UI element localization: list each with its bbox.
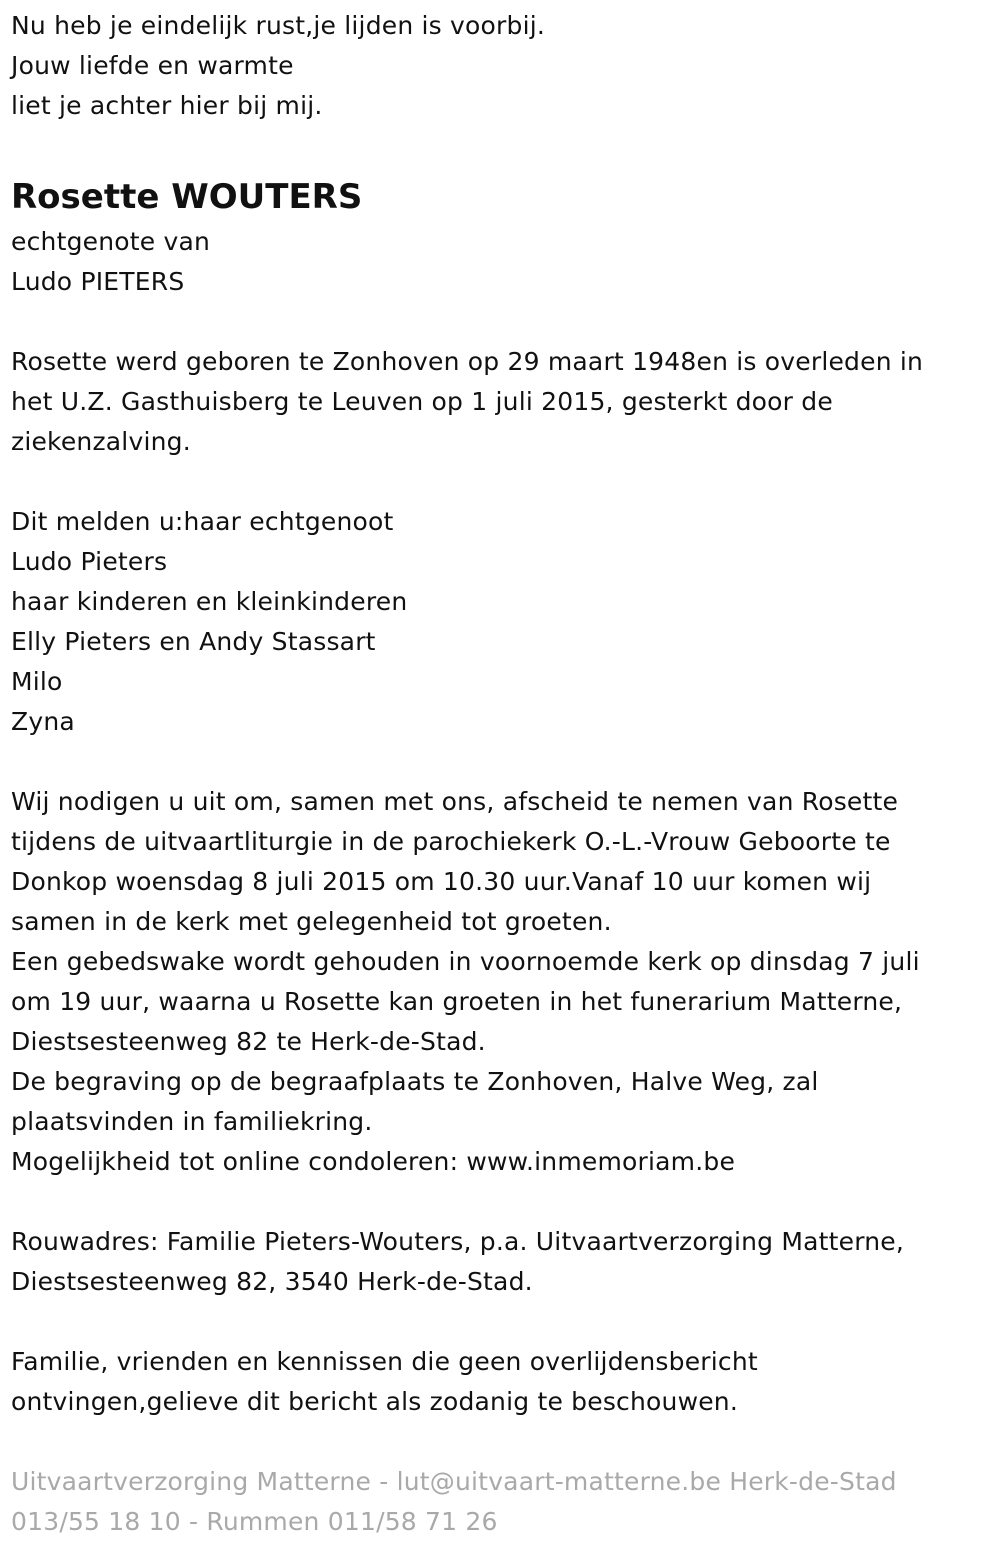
address-paragraph [11,1222,986,1302]
spacer [11,1422,986,1462]
paragraph-line: samen in de kerk met gelegenheid tot groeten. [11,907,612,936]
paragraph-line: Mogelijkheid tot online condoleren: www.inmemoriam.be [11,1147,736,1176]
relation-text: echtgenote van [11,227,211,256]
paragraph-line: ziekenzalving. [11,427,191,456]
paragraph-line: het U.Z. Gasthuisberg te Leuven op 1 juli 2015, gesterkt door de [11,387,833,416]
announcement-line: Milo [11,667,63,696]
announcement-line: Ludo Pieters [11,547,168,576]
poem-line: Jouw liefde en warmte [11,51,294,80]
deceased-name: Rosette WOUTERS [11,177,363,217]
paragraph-line: plaatsvinden in familiekring. [11,1107,373,1136]
poem-line: liet je achter hier bij mij. [11,91,323,120]
paragraph-line: Familie, vrienden en kennissen die geen overlijdensbericht [11,1347,758,1376]
footer-line: Uitvaartverzorging Matterne - lut@uitvaart-matterne.be Herk-de-Stad [11,1467,897,1496]
paragraph-line: Wij nodigen u uit om, samen met ons, afscheid te nemen van Rosette [11,787,899,816]
paragraph-line: Rosette werd geboren te Zonhoven op 29 maart 1948en is overleden in [11,347,924,376]
ceremony-paragraph [11,782,986,1182]
spacer [11,1182,986,1222]
paragraph-line: om 19 uur, waarna u Rosette kan groeten in het funerarium Matterne, [11,987,903,1016]
poem-line: Nu heb je eindelijk rust,je lijden is voorbij. [11,11,546,40]
birth-death-paragraph [11,342,986,462]
paragraph-line: ontvingen,gelieve dit bericht als zodanig te beschouwen. [11,1387,738,1416]
paragraph-line: tijdens de uitvaartliturgie in de parochiekerk O.-L.-Vrouw Geboorte te [11,827,891,856]
announcement-line: haar kinderen en kleinkinderen [11,587,408,616]
paragraph-line: Een gebedswake wordt gehouden in voornoemde kerk op dinsdag 7 juli [11,947,920,976]
paragraph-line: Diestsesteenweg 82 te Herk-de-Stad. [11,1027,486,1056]
spouse-name: Ludo PIETERS [11,267,185,296]
paragraph-line: Donkop woensdag 8 juli 2015 om 10.30 uur.Vanaf 10 uur komen wij [11,867,872,896]
footer-line: 013/55 18 10 - Rummen 011/58 71 26 [11,1507,498,1536]
notice-paragraph [11,1342,986,1422]
announcement-list [11,502,986,742]
obituary-document [11,6,986,1542]
spacer [11,742,986,782]
announcement-line: Dit melden u:haar echtgenoot [11,507,394,536]
announcement-line: Zyna [11,707,75,736]
paragraph-line: Diestsesteenweg 82, 3540 Herk-de-Stad. [11,1267,533,1296]
footer-credits [11,1462,986,1542]
paragraph-line: De begraving op de begraafplaats te Zonhoven, Halve Weg, zal [11,1067,819,1096]
spacer [11,462,986,502]
spacer [11,126,986,166]
poem [11,6,986,126]
spacer [11,1302,986,1342]
announcement-line: Elly Pieters en Andy Stassart [11,627,376,656]
deceased-block [11,172,986,302]
paragraph-line: Rouwadres: Familie Pieters-Wouters, p.a. Uitvaartverzorging Matterne, [11,1227,905,1256]
spacer [11,302,986,342]
